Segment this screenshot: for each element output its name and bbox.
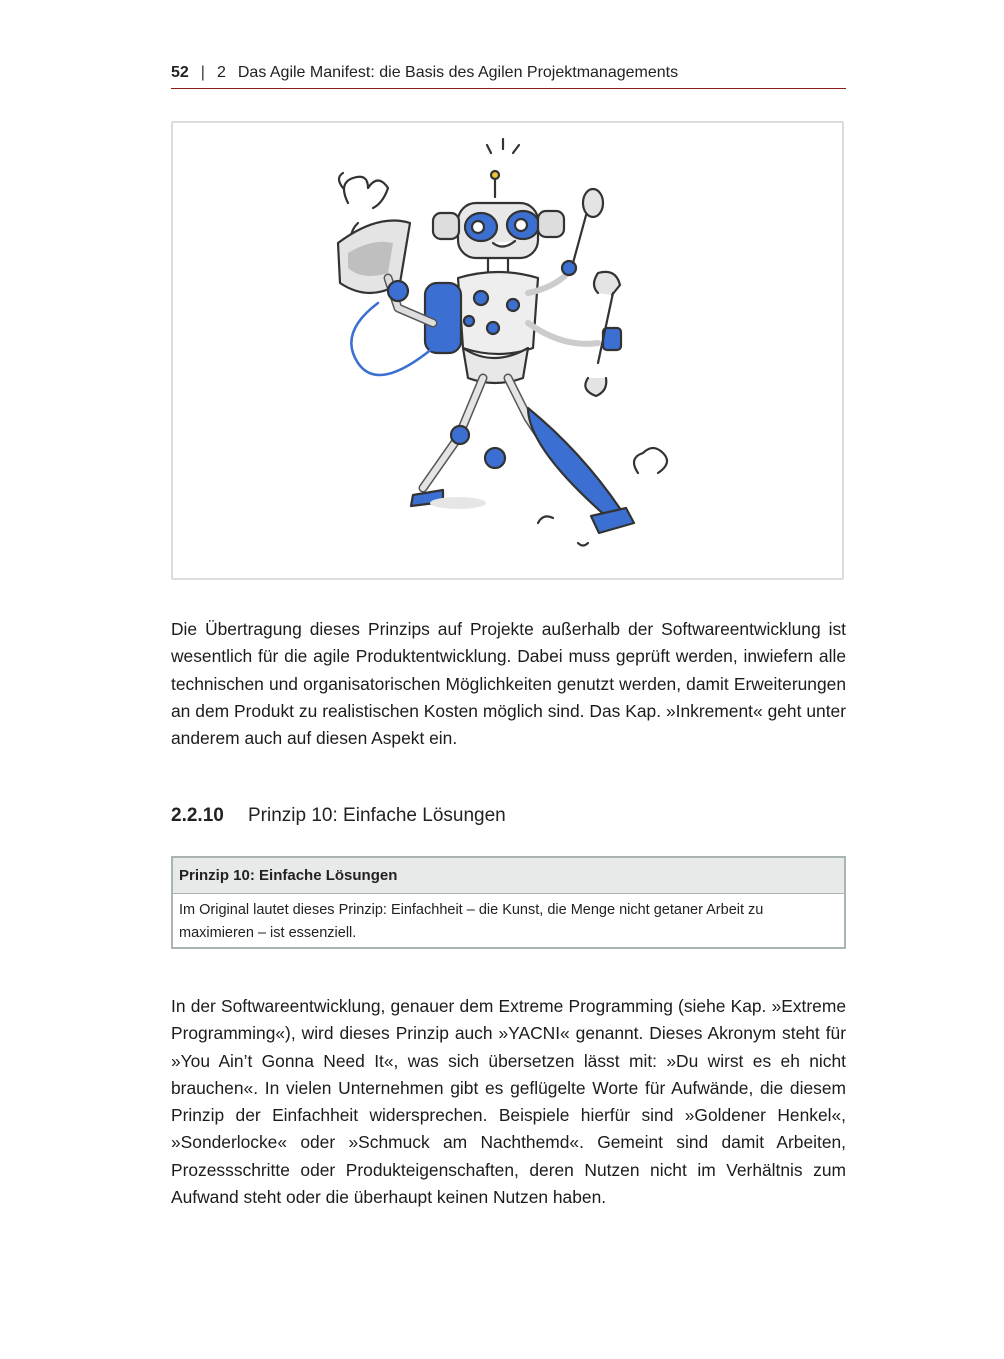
principle-box-title: Prinzip 10: Einfache Lösungen [173,858,844,894]
robot-illustration-figure [171,121,844,580]
section-title: Prinzip 10: Einfache Lösungen [248,805,506,826]
paragraph-yagni: In der Softwareentwicklung, genauer dem Extreme Programming (siehe Kap. »Extreme Programming«), wird dieses Prinzip auch »YACNI« genannt. Dieses Akronym steht für »You Ain’t Gonna Need It«, was sich übersetzen lässt mit: »Du wirst es eh nicht brauchen«. In vielen Unternehmen gibt es geflügelte Worte für Aufwände, die diesem Prinzip der Einfachheit widersprechen. Beispiele hierfür sind »Goldener Henkel«, »Sonderlocke« oder »Schmuck am Nachthemd«. Gemeint sind damit Arbeiten, Prozessschritte oder Produkteigenschaften, deren Nutzen nicht im Verhältnis zum Aufwand steht oder die überhaupt keinen Nutzen haben. [171,996,846,1208]
robot-multitasking-icon [173,123,842,578]
header-separator: | [200,64,205,81]
paragraph-transfer-principle: Die Übertragung dieses Prinzips auf Projekte außerhalb der Softwareentwicklung ist wesentlich für die agile Produktentwicklung. Dabei muss geprüft werden, inwiefern alle technischen und organisatorischen Möglichkeiten genutzt werden, damit Erweiterungen an dem Produkt zu realistischen Kosten möglich sind. Das Kap. »Inkrement« geht unter anderem auch auf diesen Aspekt ein. [171,619,846,749]
chapter-number: 2 [216,64,226,81]
principle-box-body: Im Original lautet dieses Prinzip: Einfachheit – die Kunst, die Menge nicht getaner Arbeit zu maximieren – ist essenziell. [179,902,764,941]
principle-box [171,856,846,949]
section-number: 2.2.10 [171,805,224,826]
section-heading [171,805,506,827]
page-header [171,58,846,89]
chapter-title: Das Agile Manifest: die Basis des Agilen Projektmanagements [237,64,679,81]
page-number: 52 [171,64,189,81]
